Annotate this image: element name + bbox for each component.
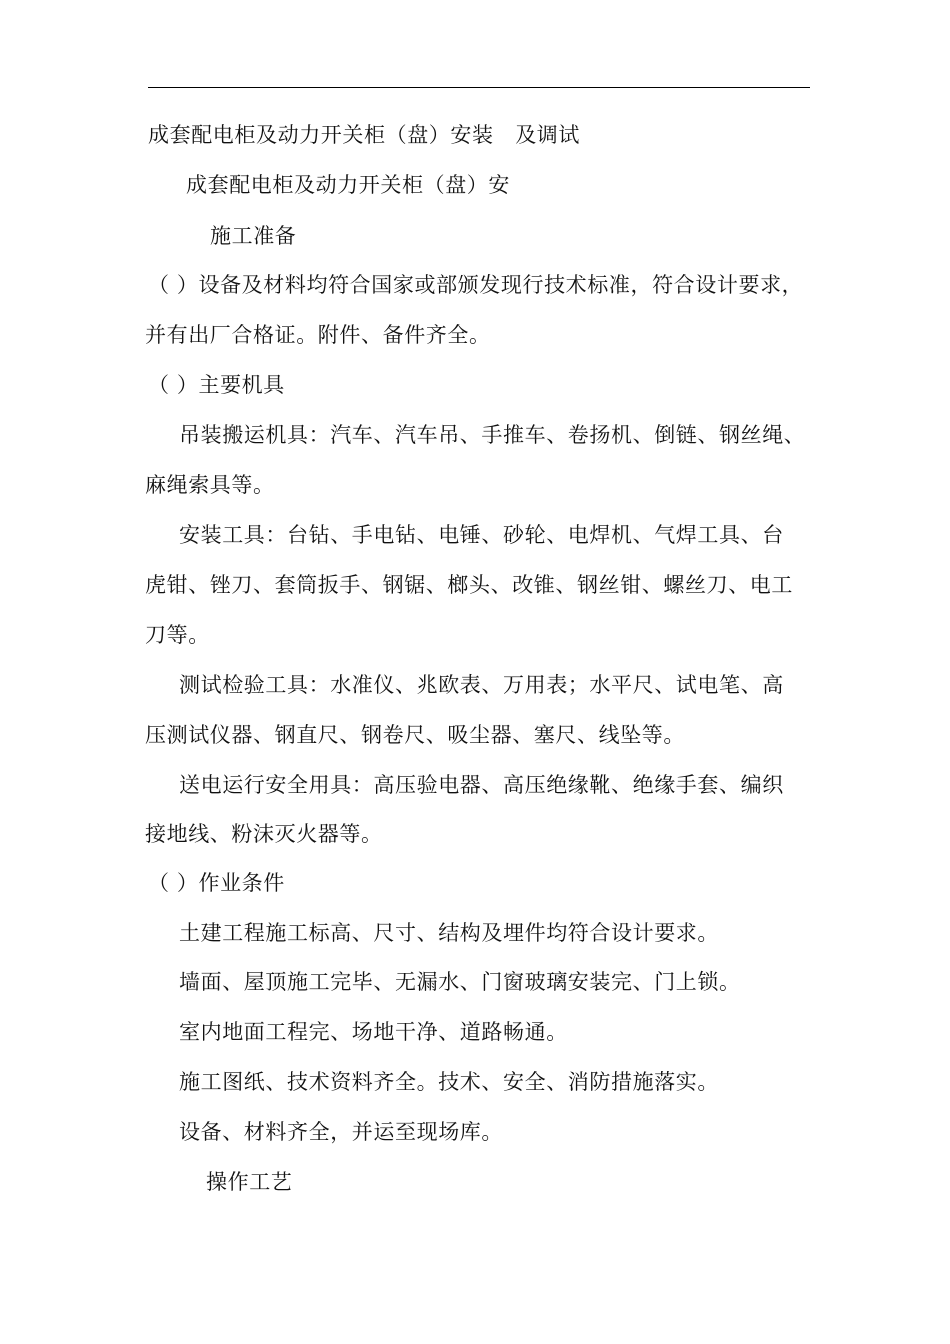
paragraph-line: 虎钳、锉刀、套筒扳手、钢锯、榔头、改锥、钢丝钳、螺丝刀、电工 [145, 573, 793, 597]
paragraph-line: 设备、材料齐全，并运至现场库。 [179, 1120, 503, 1144]
subsection-heading-prep: 施工准备 [210, 224, 297, 248]
paragraph-line: 墙面、屋顶施工完毕、无漏水、门窗玻璃安装完、门上锁。 [179, 970, 741, 994]
paragraph-line: （ ）主要机具 [148, 373, 285, 397]
paragraph-line: 接地线、粉沫灭火器等。 [145, 822, 383, 846]
paragraph-line: 施工图纸、技术资料齐全。技术、安全、消防措施落实。 [179, 1070, 719, 1094]
paragraph-line: 刀等。 [145, 623, 210, 647]
paragraph-line: 并有出厂合格证。附件、备件齐全。 [145, 323, 491, 347]
paragraph-line: 麻绳索具等。 [145, 473, 275, 497]
paragraph-line: 吊装搬运机具：汽车、汽车吊、手推车、卷扬机、倒链、钢丝绳、 [179, 423, 806, 447]
header-rule [148, 87, 810, 88]
paragraph-line: 室内地面工程完、场地干净、道路畅通。 [179, 1020, 568, 1044]
paragraph-line: 测试检验工具：水准仪、兆欧表、万用表；水平尺、试电笔、高 [179, 673, 784, 697]
paragraph-line: （ ）作业条件 [148, 871, 285, 895]
paragraph-line: 送电运行安全用具：高压验电器、高压绝缘靴、绝缘手套、编织 [179, 773, 784, 797]
document-title: 成套配电柜及动力开关柜（盘）安装 及调试 [148, 123, 580, 147]
paragraph-line: 压测试仪器、钢直尺、钢卷尺、吸尘器、塞尺、线坠等。 [145, 723, 685, 747]
subsection-heading-ops: 操作工艺 [206, 1170, 293, 1194]
paragraph-line: 安装工具：台钻、手电钻、电锤、砂轮、电焊机、气焊工具、台 [179, 523, 784, 547]
section-heading: 成套配电柜及动力开关柜（盘）安 [186, 173, 510, 197]
paragraph-line: 土建工程施工标高、尺寸、结构及埋件均符合设计要求。 [179, 921, 719, 945]
paragraph-line: （ ）设备及材料均符合国家或部颁发现行技术标准，符合设计要求， [148, 273, 804, 297]
